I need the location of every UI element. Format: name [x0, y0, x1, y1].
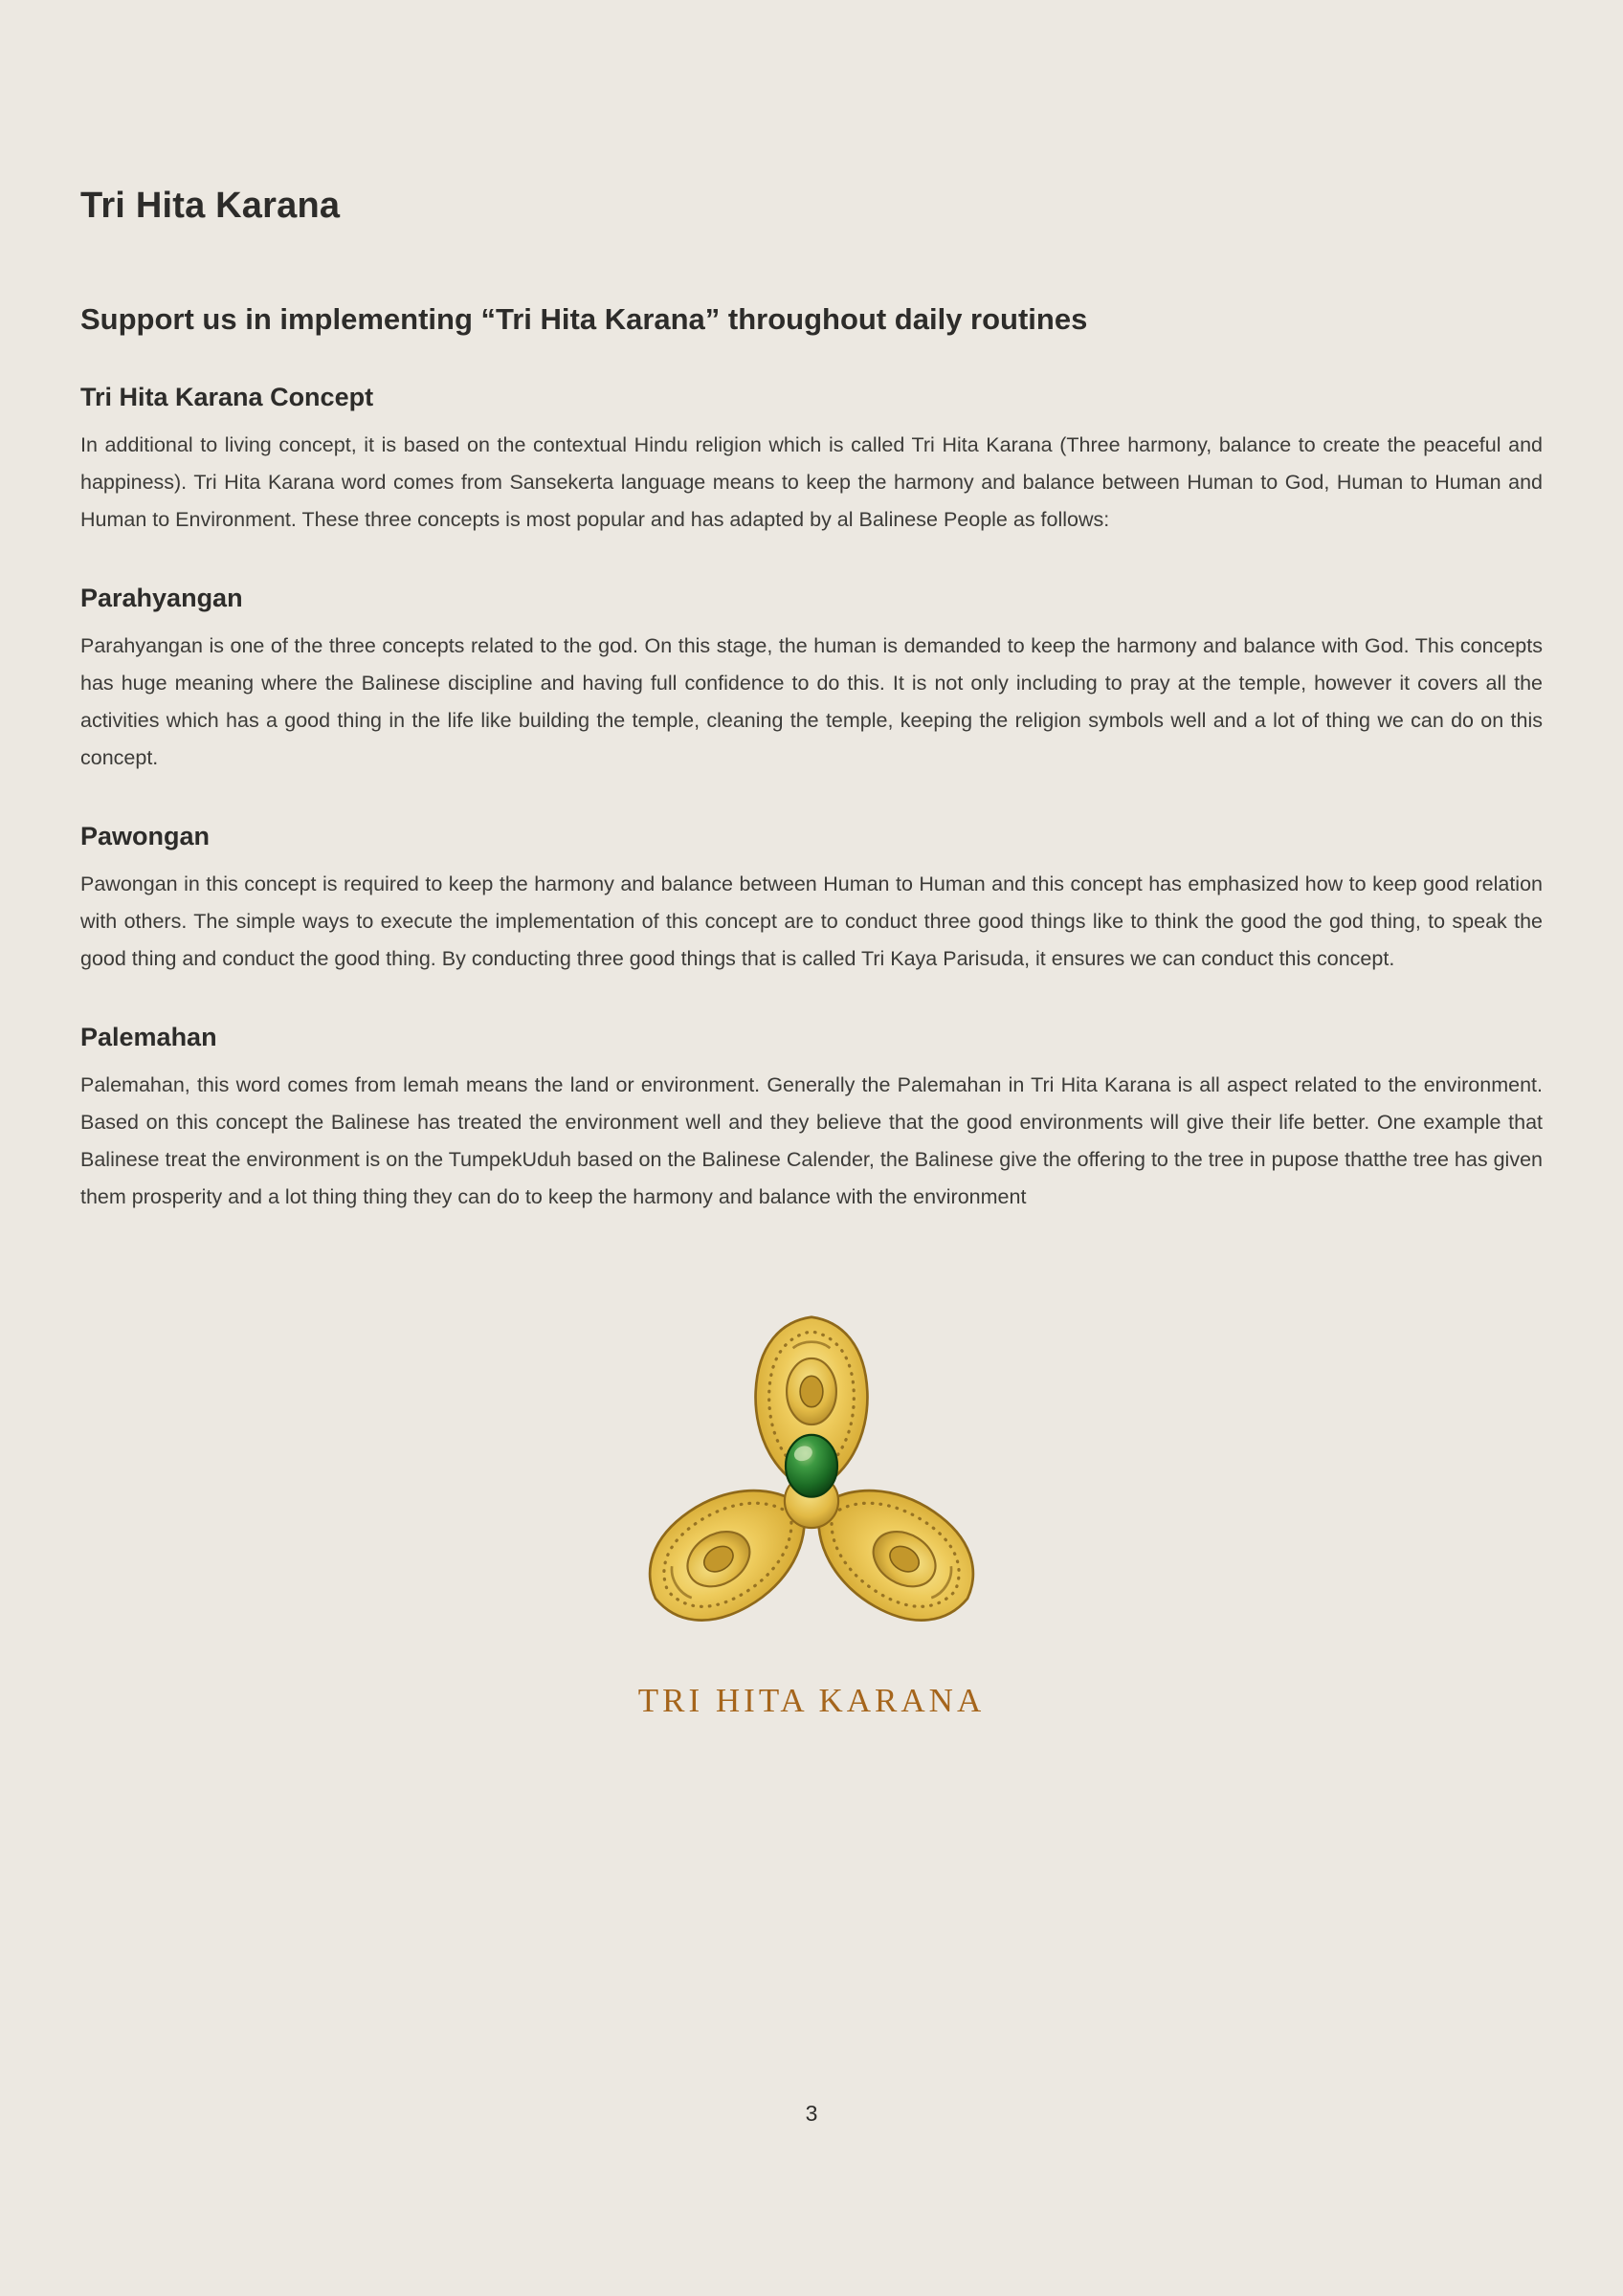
section-body-parahyangan: Parahyangan is one of the three concepts related to the god. On this stage, the human is demanded to keep the harmony and balance with God. This concepts has huge meaning where the Balinese discipline and having full confidence to do this. It is not only including to pray at the temple, however it covers all the activities which has a good thing in the life like building the temple, cleaning the temple, keeping the religion symbols well and a lot of thing we can do on this concept.	[80, 633, 1543, 769]
section-body-pawongan: Pawongan in this concept is required to keep the harmony and balance between Human to Human and this concept has emphasized how to keep good relation with others. The simple ways to execute the implementation of this concept are to conduct three good things like to think the good the god thing, to speak the good thing and conduct the good thing. By conducting three good things that is called Tri Kaya Parisuda, it ensures we can conduct this concept.	[80, 872, 1543, 971]
section-heading-parahyangan: Parahyangan	[80, 583, 243, 612]
figure-caption: TRI HITA KARANA	[637, 1682, 986, 1720]
section-body-palemahan: Palemahan, this word comes from lemah means the land or environment. Generally the Palemahan in Tri Hita Karana is all aspect related to the environment. Based on this concept the Balinese has treated the environment well and they believe that the good environments will give their life better. One example that Balinese treat the environment is on the TumpekUduh based on the Balinese Calender, the Balinese give the offering to the tree in pupose thatthe tree has given them prosperity and a lot thing thing they can do to keep the harmony and balance with the environment	[80, 1073, 1543, 1209]
section-body-concept: In additional to living concept, it is based on the contextual Hindu religion which is called Tri Hita Karana (Three harmony, balance to create the peaceful and happiness). Tri Hita Karana word comes from Sansekerta language means to keep the harmony and balance between Human to God, Human to Human and Human to Environment. These three concepts is most popular and has adapted by al Balinese People as follows:	[80, 432, 1543, 531]
section-heading-pawongan: Pawongan	[80, 821, 211, 850]
section-heading-palemahan: Palemahan	[80, 1023, 217, 1052]
figure-block	[80, 1312, 1543, 1720]
section-heading-concept: Tri Hita Karana Concept	[80, 382, 374, 411]
page-number: 3	[805, 2101, 818, 2126]
page-subtitle: Support us in implementing “Tri Hita Karana” throughout daily routines	[80, 301, 1088, 336]
page-title: Tri Hita Karana	[80, 186, 341, 226]
trefoil-emblem-icon	[606, 1312, 1017, 1656]
green-gem-icon	[786, 1435, 837, 1497]
